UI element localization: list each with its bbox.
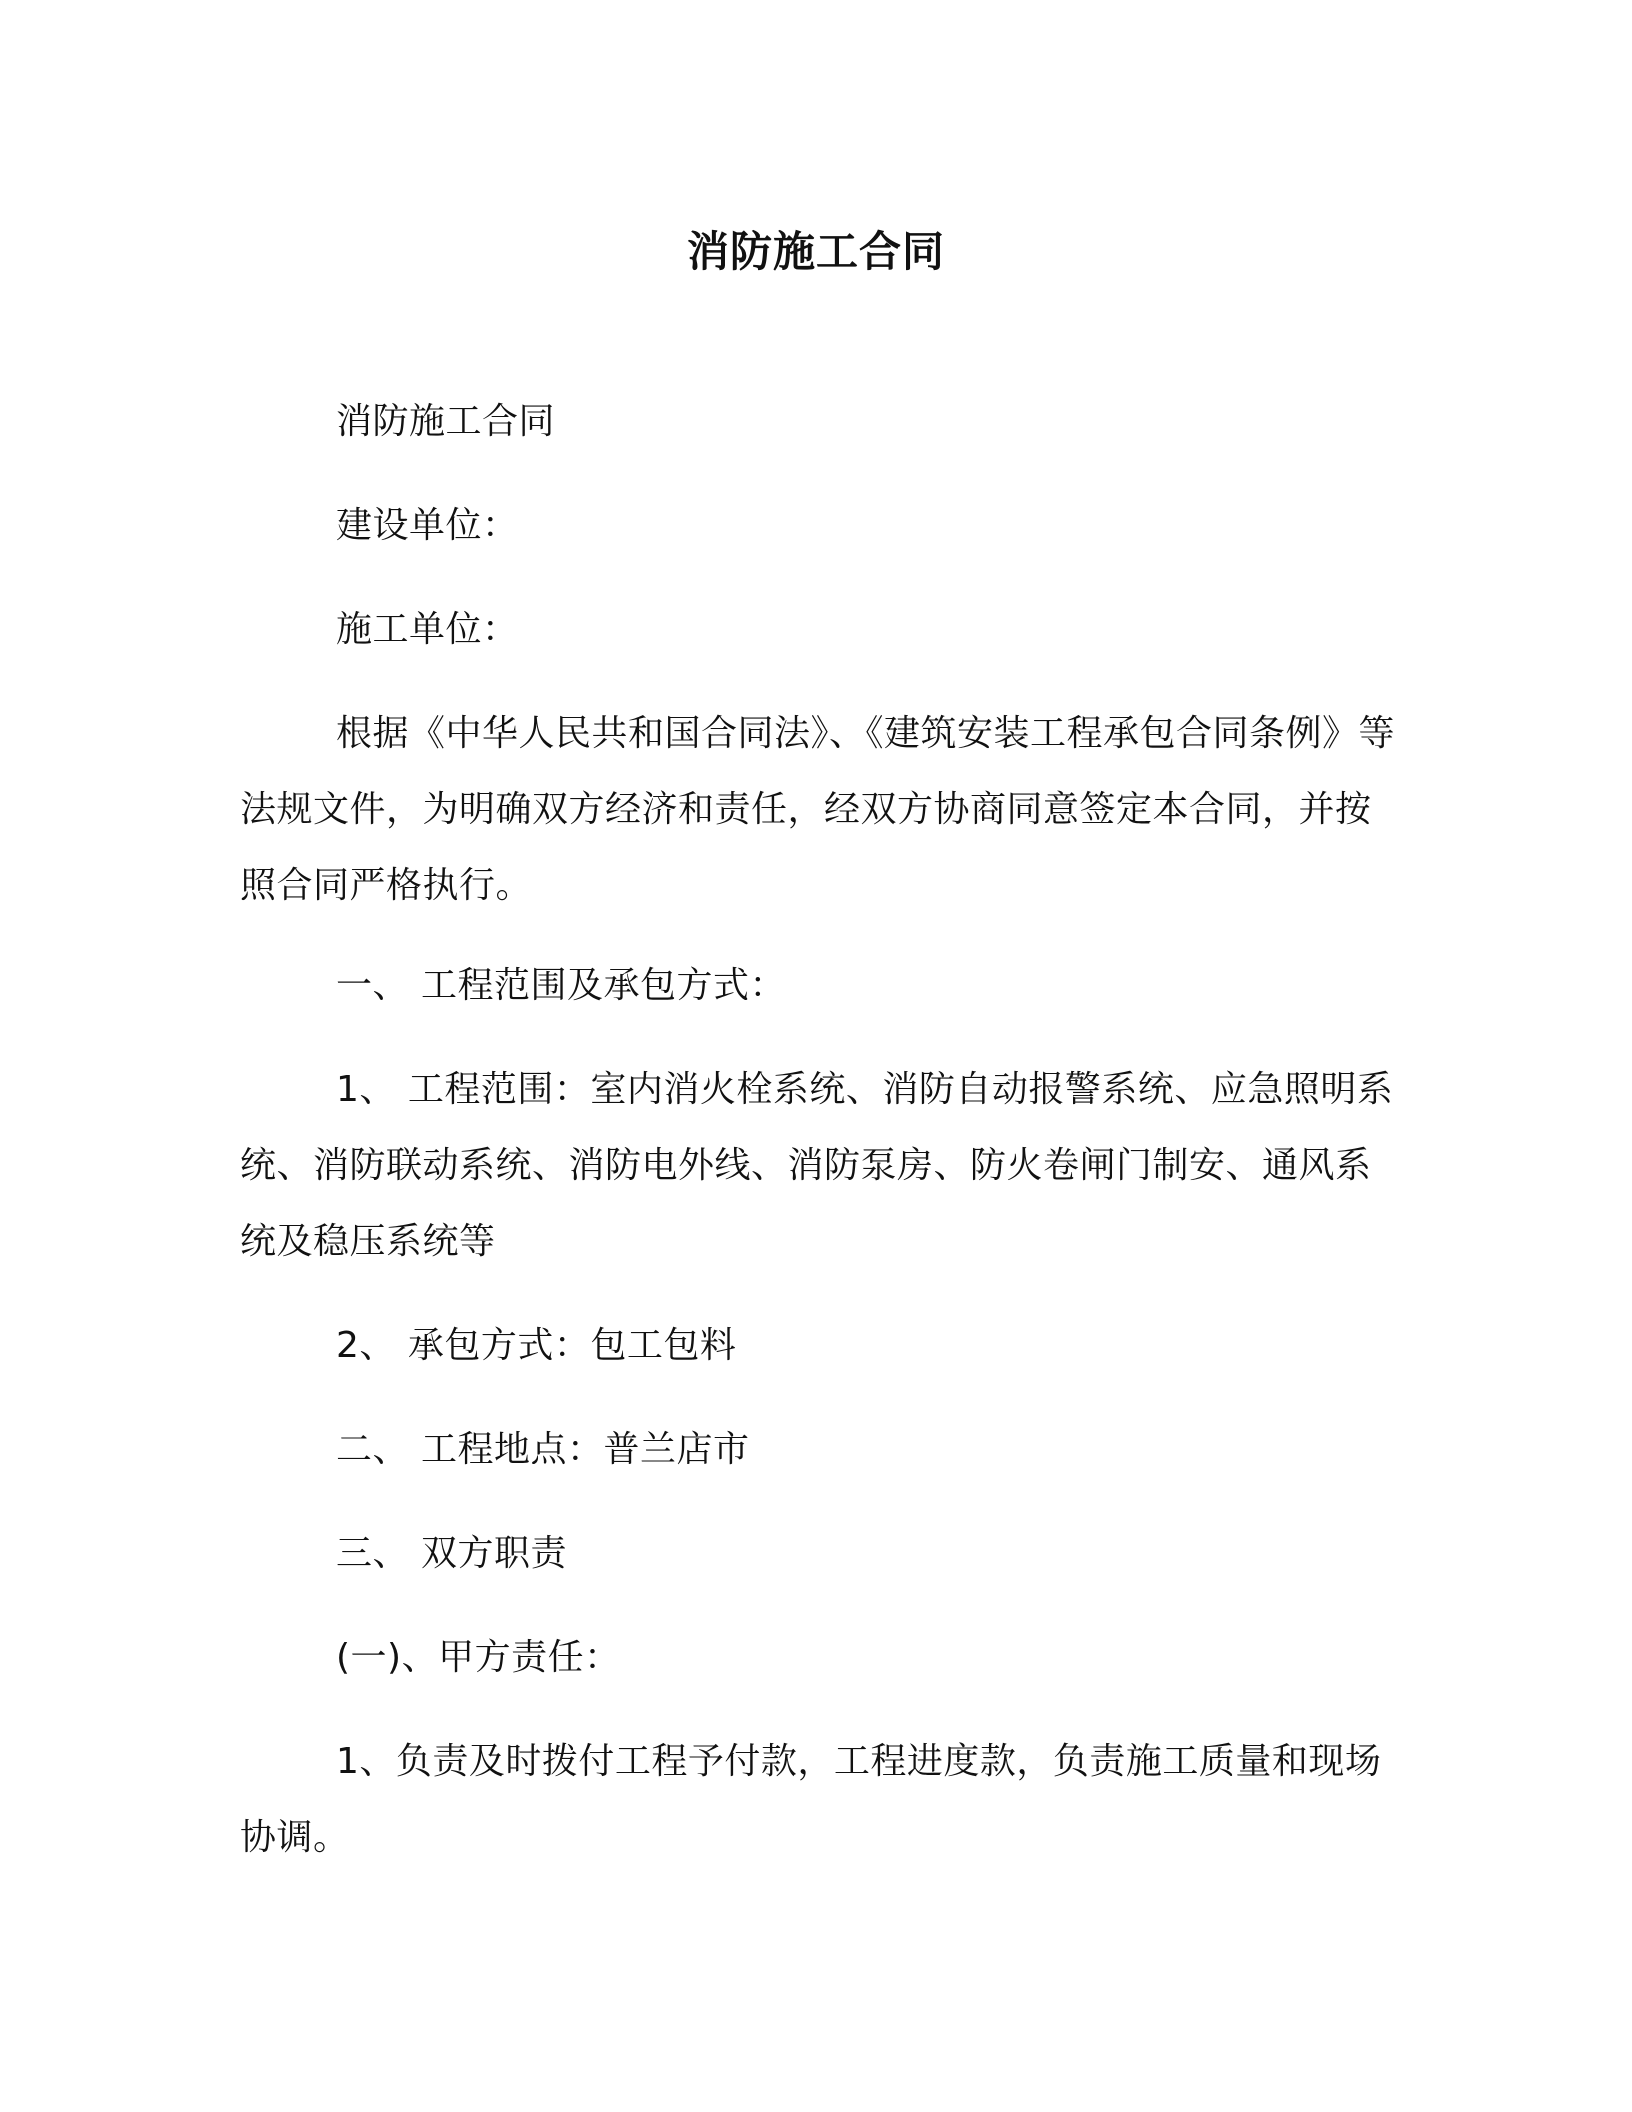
section-heading-scope: 一、 工程范围及承包方式：: [336, 965, 786, 1006]
paragraph-contract-name: 消防施工合同: [336, 401, 556, 442]
paragraph-project-scope: 1、 工程范围：室内消火栓系统、消防自动报警系统、应急照明系统、消防联动系统、消防电外线、消防泵房、防火卷闸门制安、通风系统及稳压系统等: [240, 1069, 1394, 1262]
paragraph-construction-unit: 建设单位：: [336, 505, 519, 546]
subsection-heading-party-a: (一)、甲方责任：: [336, 1637, 621, 1678]
paragraph-contractor-unit: 施工单位：: [336, 609, 519, 650]
paragraph-contract-method: 2、 承包方式：包工包料: [336, 1325, 737, 1366]
paragraph-preamble: 根据《中华人民共和国合同法》、《建筑安装工程承包合同条例》等法规文件，为明确双方经济和责任，经双方协商同意签定本合同，并按照合同严格执行。: [240, 713, 1396, 906]
section-heading-duties: 三、 双方职责: [336, 1533, 567, 1574]
paragraph-party-a-duty-1: 1、负责及时拨付工程予付款，工程进度款，负责施工质量和现场协调。: [240, 1741, 1382, 1858]
document-title: 消防施工合同: [686, 227, 945, 276]
section-heading-location: 二、 工程地点：普兰店市: [336, 1429, 750, 1470]
